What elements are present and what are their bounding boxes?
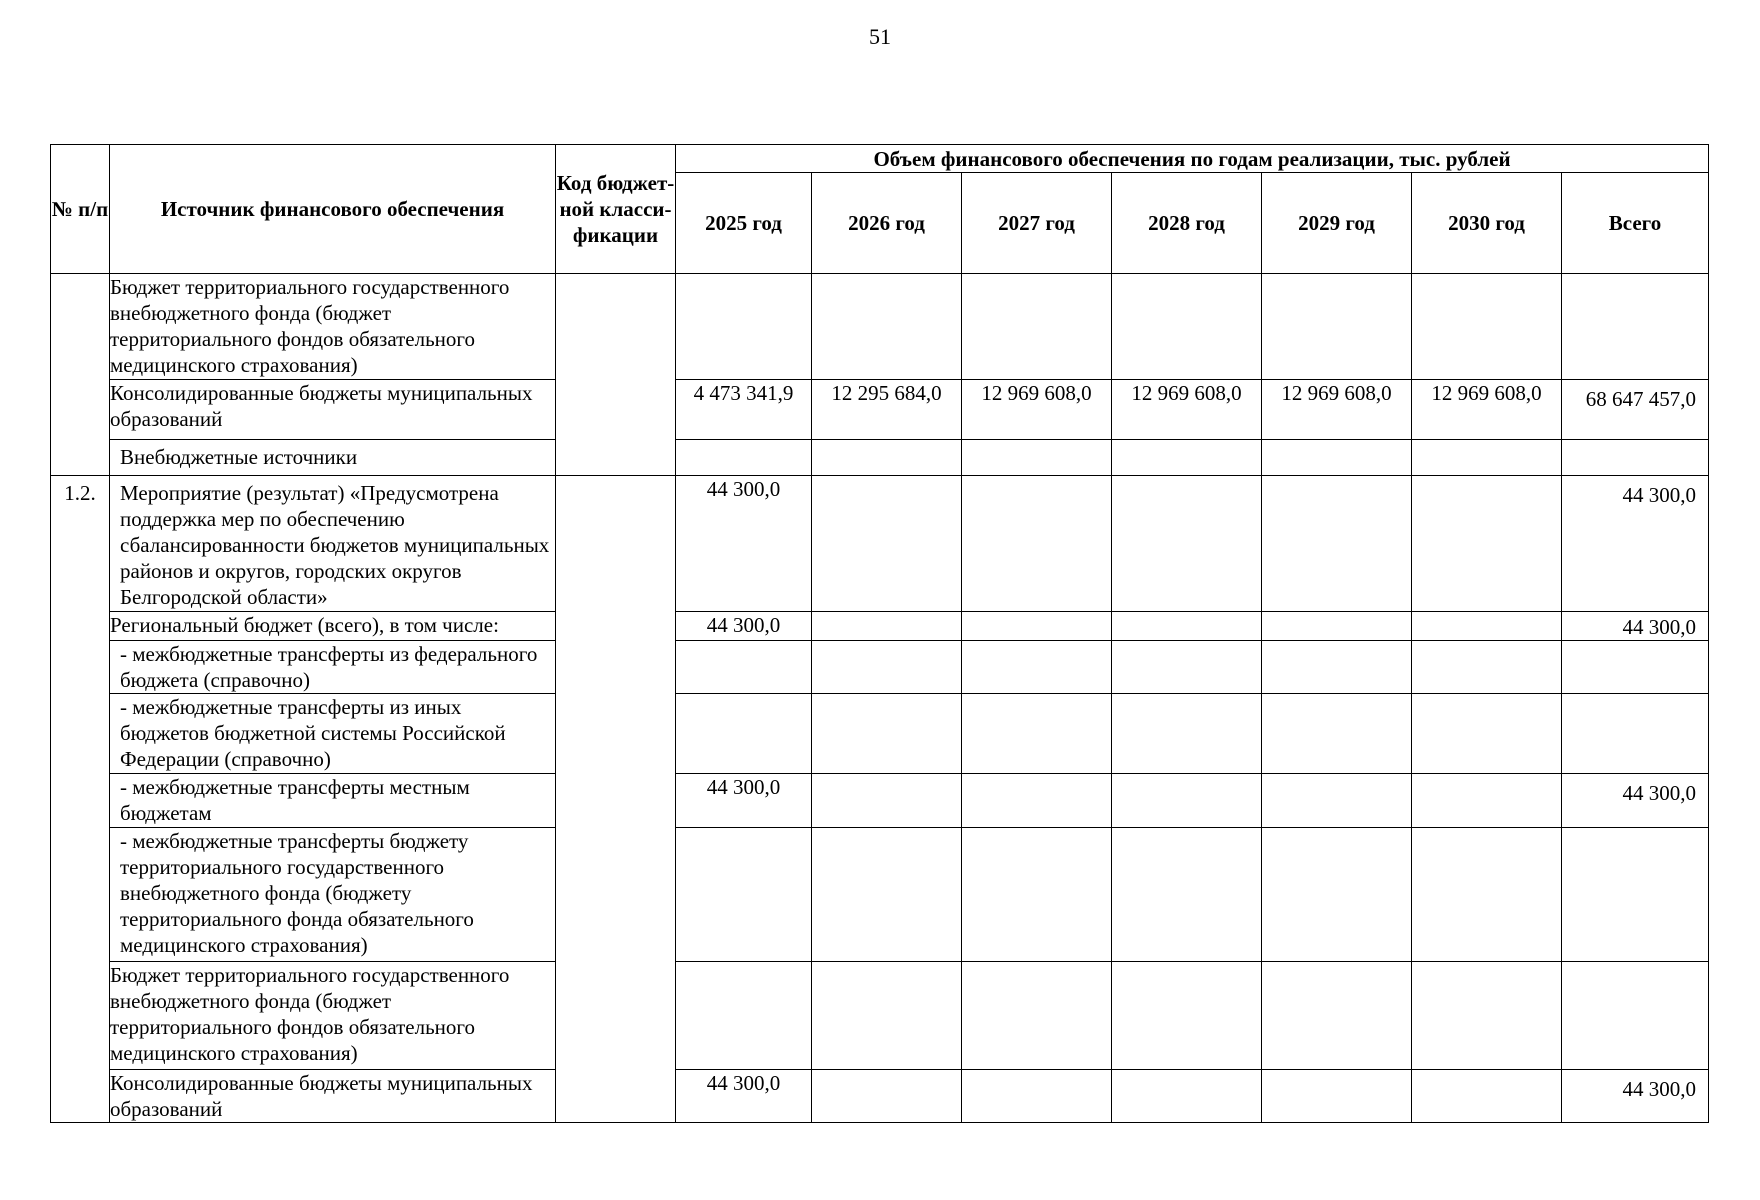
table-row bbox=[51, 1070, 1709, 1123]
value-2026 bbox=[812, 1070, 962, 1123]
value-2029 bbox=[1262, 962, 1412, 1070]
header-year-2026: 2026 год bbox=[812, 173, 962, 274]
header-volume: Объем финансового обеспечения по годам реализации, тыс. рублей bbox=[676, 145, 1709, 173]
value-2030 bbox=[1412, 440, 1562, 476]
value-2028 bbox=[1112, 440, 1262, 476]
table-row bbox=[51, 476, 1709, 612]
row-source: Консолидированные бюджеты муниципальных образований bbox=[110, 380, 556, 440]
value-2026 bbox=[812, 612, 962, 641]
value-2026: 12 295 684,0 bbox=[812, 380, 962, 440]
row-code bbox=[556, 476, 676, 1123]
value-2028 bbox=[1112, 612, 1262, 641]
value-2030: 12 969 608,0 bbox=[1412, 380, 1562, 440]
value-2025: 44 300,0 bbox=[676, 476, 812, 612]
value-2025: 4 473 341,9 bbox=[676, 380, 812, 440]
row-source: - межбюджетные трансферты из иных бюджетов бюджетной системы Российской Федерации (справочно) bbox=[110, 694, 556, 774]
value-total: 44 300,0 bbox=[1562, 774, 1709, 828]
value-2030 bbox=[1412, 828, 1562, 962]
value-total bbox=[1562, 641, 1709, 694]
value-2028 bbox=[1112, 828, 1262, 962]
value-2025: 44 300,0 bbox=[676, 612, 812, 641]
value-total bbox=[1562, 274, 1709, 380]
value-2026 bbox=[812, 440, 962, 476]
value-2025 bbox=[676, 274, 812, 380]
header-year-2028: 2028 год bbox=[1112, 173, 1262, 274]
row-source: - межбюджетные трансферты бюджету территориального государственного внебюджетного фонда (бюджету территориального фонда обязательного медицинского страхования) bbox=[110, 828, 556, 962]
value-2030 bbox=[1412, 774, 1562, 828]
header-year-2025: 2025 год bbox=[676, 173, 812, 274]
value-2026 bbox=[812, 476, 962, 612]
table-row bbox=[51, 612, 1709, 641]
value-total: 68 647 457,0 bbox=[1562, 380, 1709, 440]
table-row bbox=[51, 828, 1709, 962]
value-2027 bbox=[962, 641, 1112, 694]
value-2029 bbox=[1262, 476, 1412, 612]
table-row bbox=[51, 380, 1709, 440]
value-total bbox=[1562, 694, 1709, 774]
table-header bbox=[51, 145, 1709, 274]
value-2030 bbox=[1412, 962, 1562, 1070]
value-2030 bbox=[1412, 476, 1562, 612]
value-2028 bbox=[1112, 962, 1262, 1070]
value-total bbox=[1562, 828, 1709, 962]
value-2028 bbox=[1112, 774, 1262, 828]
header-year-2029: 2029 год bbox=[1262, 173, 1412, 274]
value-2026 bbox=[812, 774, 962, 828]
value-2028 bbox=[1112, 476, 1262, 612]
value-2027 bbox=[962, 612, 1112, 641]
value-2029 bbox=[1262, 828, 1412, 962]
row-source: Консолидированные бюджеты муниципальных образований bbox=[110, 1070, 556, 1123]
row-code bbox=[556, 274, 676, 476]
row-source: Внебюджетные источники bbox=[110, 440, 556, 476]
value-2030 bbox=[1412, 612, 1562, 641]
value-2025 bbox=[676, 962, 812, 1070]
value-2025 bbox=[676, 694, 812, 774]
value-2028 bbox=[1112, 1070, 1262, 1123]
value-2026 bbox=[812, 641, 962, 694]
value-2027 bbox=[962, 828, 1112, 962]
row-source: Мероприятие (результат) «Предусмотрена поддержка мер по обеспечению сбалансированности бюджетов муниципальных районов и округов, городских округов Белгородской области» bbox=[110, 476, 556, 612]
value-2026 bbox=[812, 274, 962, 380]
value-2029 bbox=[1262, 1070, 1412, 1123]
header-year-2030: 2030 год bbox=[1412, 173, 1562, 274]
value-2027: 12 969 608,0 bbox=[962, 380, 1112, 440]
header-num: № п/п bbox=[51, 145, 110, 274]
row-source: Бюджет территориального государственного внебюджетного фонда (бюджет территориального фондов обязательного медицинского страхования) bbox=[110, 274, 556, 380]
financing-table bbox=[50, 144, 1709, 1123]
row-source: Региональный бюджет (всего), в том числе: bbox=[110, 612, 556, 641]
value-2029 bbox=[1262, 440, 1412, 476]
table-row bbox=[51, 440, 1709, 476]
value-total bbox=[1562, 962, 1709, 1070]
value-total: 44 300,0 bbox=[1562, 612, 1709, 641]
row-source: - межбюджетные трансферты из федерального бюджета (справочно) bbox=[110, 641, 556, 694]
value-2027 bbox=[962, 774, 1112, 828]
value-2025: 44 300,0 bbox=[676, 774, 812, 828]
value-2028 bbox=[1112, 641, 1262, 694]
value-2029: 12 969 608,0 bbox=[1262, 380, 1412, 440]
header-total: Всего bbox=[1562, 173, 1709, 274]
value-2028 bbox=[1112, 694, 1262, 774]
value-2026 bbox=[812, 828, 962, 962]
value-2030 bbox=[1412, 274, 1562, 380]
table-row bbox=[51, 694, 1709, 774]
table-row bbox=[51, 274, 1709, 380]
value-2029 bbox=[1262, 612, 1412, 641]
value-total: 44 300,0 bbox=[1562, 1070, 1709, 1123]
value-2030 bbox=[1412, 694, 1562, 774]
value-2026 bbox=[812, 962, 962, 1070]
value-2025 bbox=[676, 641, 812, 694]
value-2029 bbox=[1262, 774, 1412, 828]
value-2030 bbox=[1412, 1070, 1562, 1123]
value-2027 bbox=[962, 962, 1112, 1070]
value-2027 bbox=[962, 694, 1112, 774]
row-num bbox=[51, 274, 110, 476]
table-row bbox=[51, 962, 1709, 1070]
header-source: Источник финансового обеспечения bbox=[110, 145, 556, 274]
value-total: 44 300,0 bbox=[1562, 476, 1709, 612]
value-2027 bbox=[962, 440, 1112, 476]
value-2029 bbox=[1262, 641, 1412, 694]
header-year-2027: 2027 год bbox=[962, 173, 1112, 274]
value-2027 bbox=[962, 1070, 1112, 1123]
value-2025: 44 300,0 bbox=[676, 1070, 812, 1123]
value-total bbox=[1562, 440, 1709, 476]
value-2026 bbox=[812, 694, 962, 774]
value-2025 bbox=[676, 440, 812, 476]
row-source: Бюджет территориального государственного внебюджетного фонда (бюджет территориального фондов обязательного медицинского страхования) bbox=[110, 962, 556, 1070]
value-2028 bbox=[1112, 274, 1262, 380]
page-number: 51 bbox=[869, 24, 891, 49]
row-source: - межбюджетные трансферты местным бюджетам bbox=[110, 774, 556, 828]
value-2028: 12 969 608,0 bbox=[1112, 380, 1262, 440]
value-2030 bbox=[1412, 641, 1562, 694]
table-row bbox=[51, 641, 1709, 694]
table-row bbox=[51, 774, 1709, 828]
header-code: Код бюджет- ной класси- фикации bbox=[556, 145, 676, 274]
value-2027 bbox=[962, 476, 1112, 612]
value-2027 bbox=[962, 274, 1112, 380]
value-2029 bbox=[1262, 694, 1412, 774]
row-num: 1.2. bbox=[51, 476, 110, 1123]
value-2025 bbox=[676, 828, 812, 962]
value-2029 bbox=[1262, 274, 1412, 380]
